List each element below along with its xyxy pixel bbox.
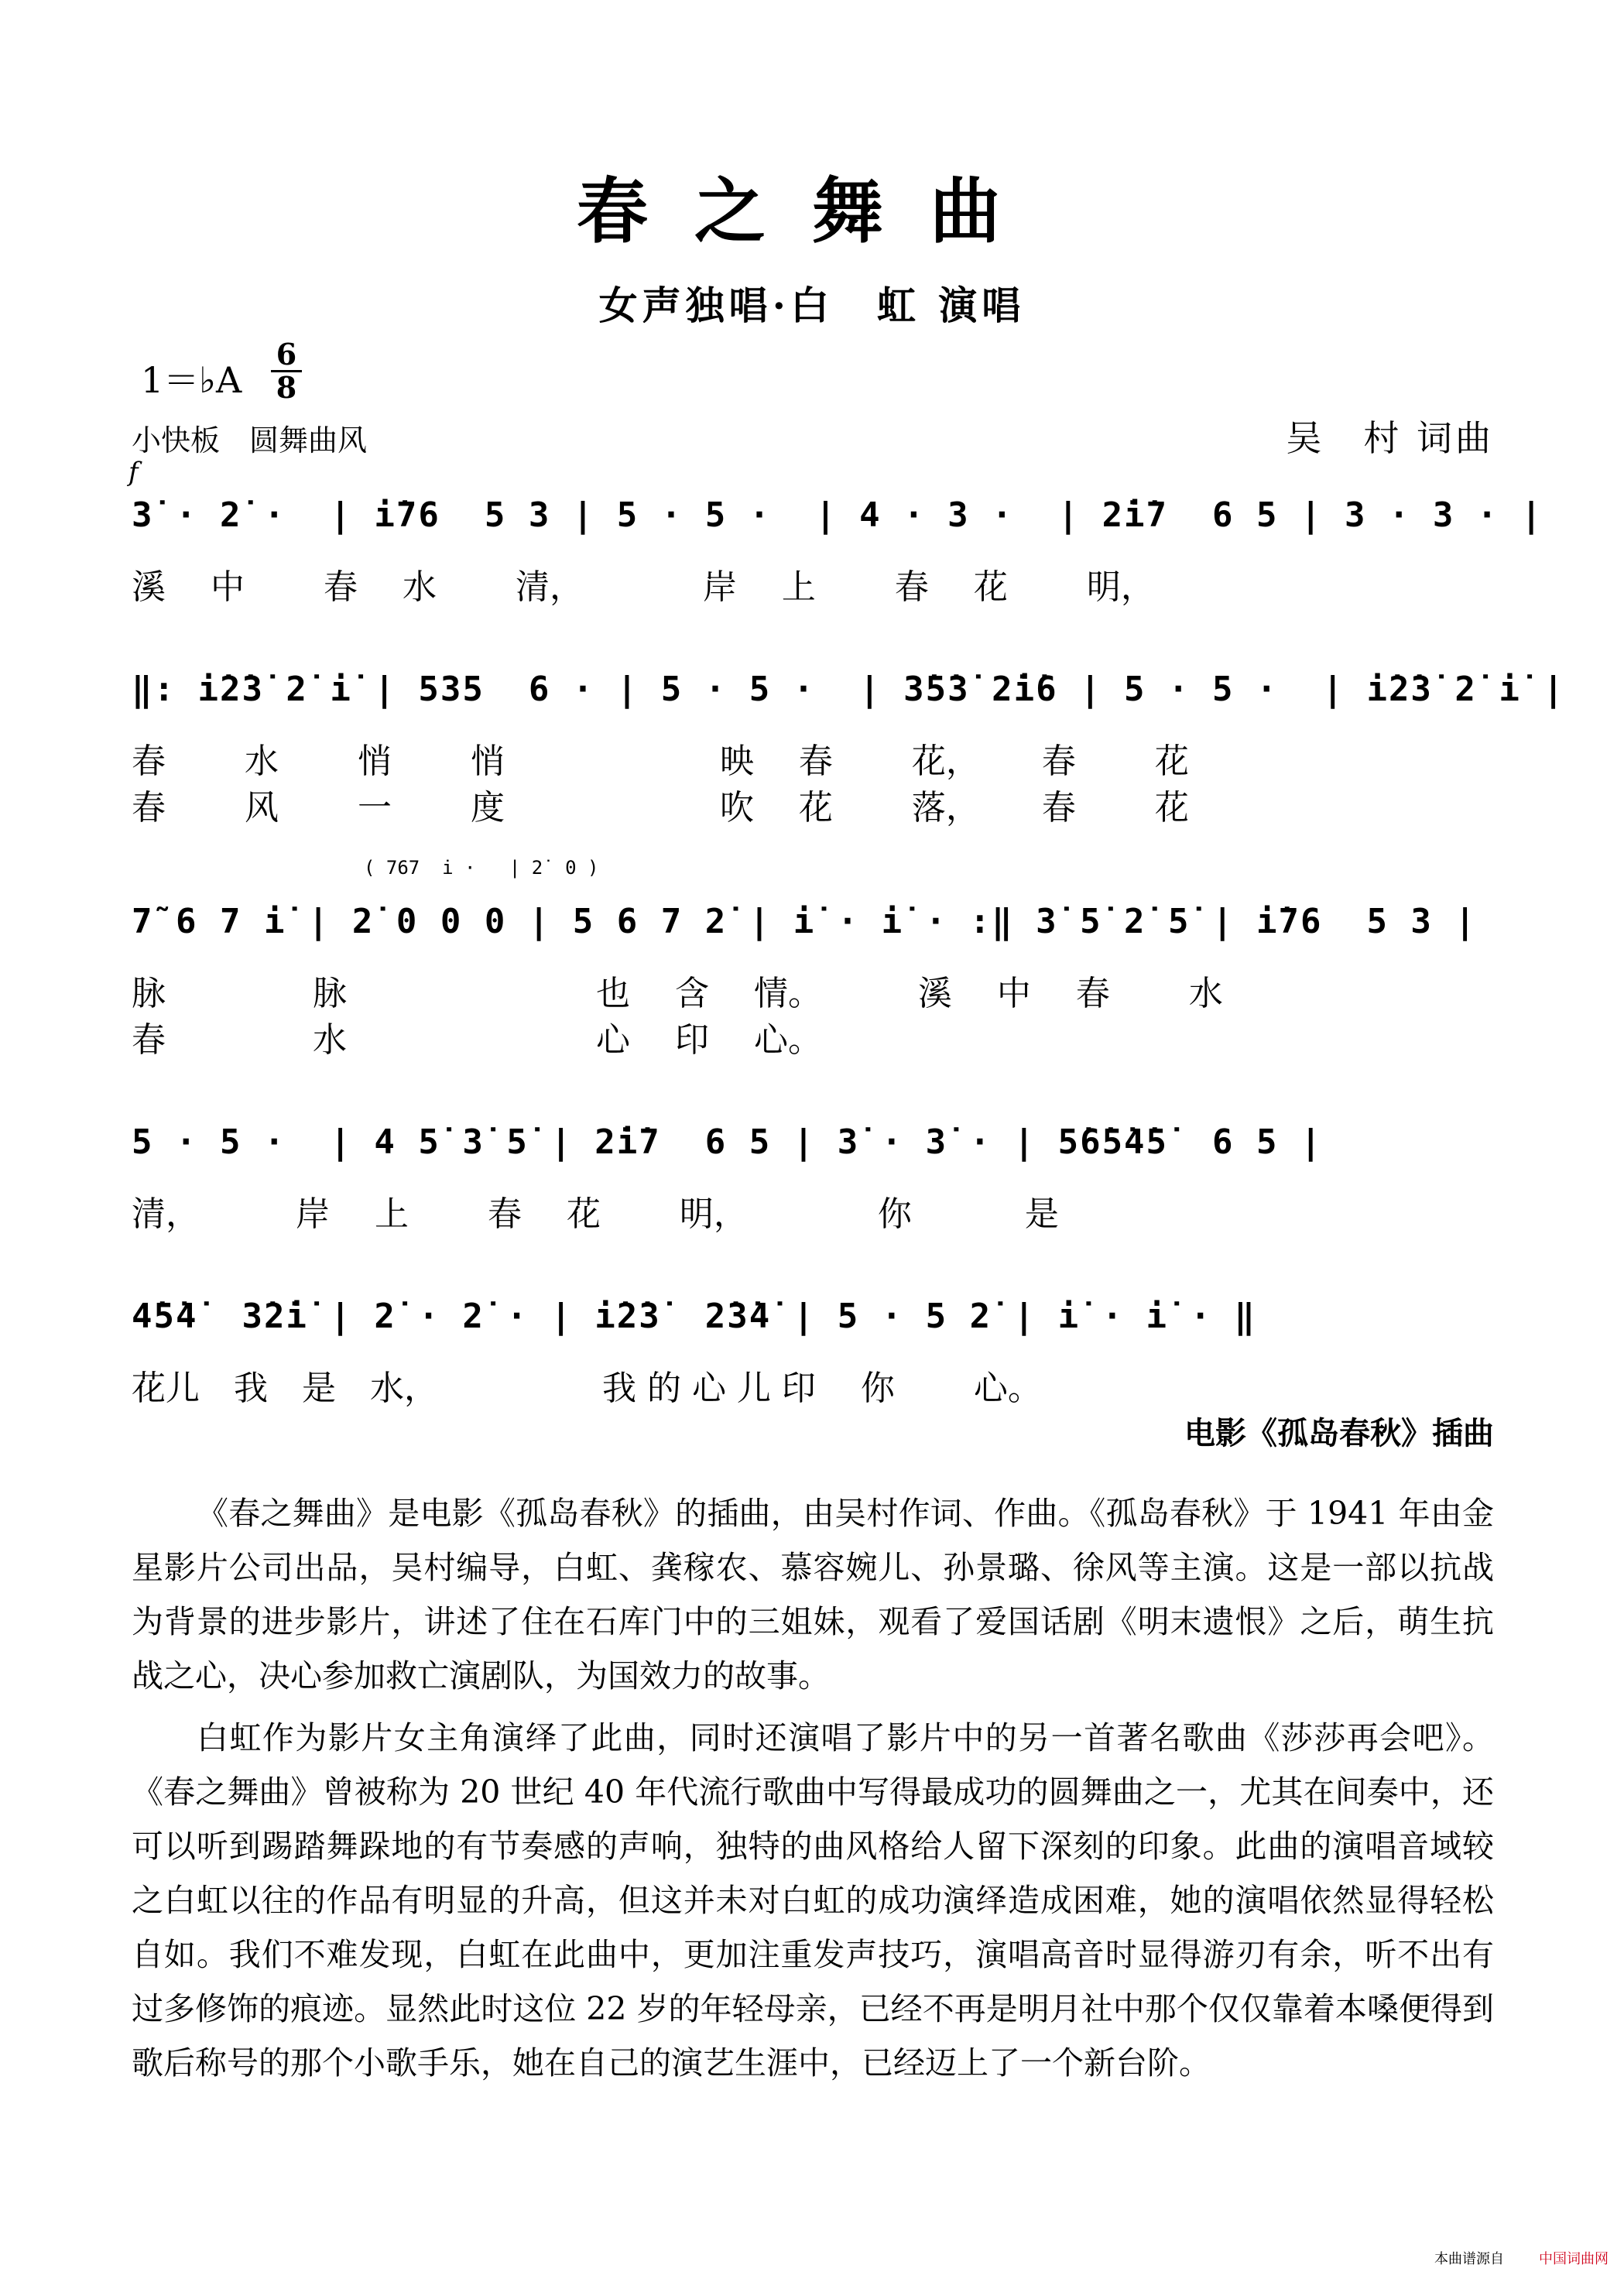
meter-bottom: 8 (276, 370, 297, 405)
lyric-line-5: 花儿 我 是 水， 我 的 心 儿 印 你 心。 (132, 1369, 1042, 1408)
right-watermark-strip (1610, 31, 1621, 2245)
meter-top: 6 (271, 339, 302, 372)
dynamic-marking: f (128, 457, 139, 488)
notes-line-1: 3̇ · 2̇ · | i̇76 5 3 | 5 · 5 · | 4 · 3 · | 2̇i̇7 6 5 | 3 · 3 · | (132, 495, 1543, 535)
footer-site-logo[interactable]: 中国词曲网 (1539, 2251, 1609, 2267)
composer-credit: 吴 村 词曲 (1286, 417, 1494, 459)
key-signature: 1＝♭A (141, 359, 242, 401)
notes-line-5: 4̇5̇4̇ 3̇2̇i̇ | 2̇ · 2̇ · | i̇2̇3̇ 2̇3̇4̇ | 5 · 5 2̇ | i̇ · i̇ · ‖ (132, 1297, 1257, 1336)
description-paragraph-1: 《春之舞曲》是电影《孤岛春秋》的插曲，由吴村作词、作曲。《孤岛春秋》于 1941 年由金星影片公司出品，吴村编导，白虹、龚稼农、慕容婉儿、孙景璐、徐风等主演。这是一部以抗战为背景的进步影片，讲述了住在石库门中的三姐妹，观看了爱国话剧《明末遗恨》之后，萌生抗战之心，决心参加救亡演剧队，为国效力的故事。 (132, 1495, 1494, 1694)
notes-line-2: ‖: i̇2̇3̇ 2̇ i̇ | 535 6 · | 5 · 5 · | 3̇5̇3̇ 2̇i̇6 | 5 · 5 · | i̇2̇3̇ 2̇ i̇ | (132, 670, 1565, 709)
source-note: 电影《孤岛春秋》插曲 (1184, 1416, 1494, 1451)
score-line-4 (132, 1122, 1494, 1254)
time-signature (271, 339, 302, 403)
song-title: 春之舞曲 (576, 170, 1047, 253)
notes-line-4: 5 · 5 · | 4 5̇ 3̇ 5̇ | 2̇i̇7 6 5 | 3̇ · 3̇ · | 5̇6̇5̇4̇5̇ 6 5 | (132, 1122, 1323, 1162)
tempo-marking: 小快板 圆舞曲风 (132, 423, 368, 457)
score-line-1 (132, 495, 1543, 627)
description-paragraph-2: 白虹作为影片女主角演绎了此曲，同时还演唱了影片中的另一首著名歌曲《莎莎再会吧》。《春之舞曲》曾被称为 20 世纪 40 年代流行歌曲中写得最成功的圆舞曲之一，尤其在间奏中，还可以听到踢踏舞跺地的有节奏感的声响，独特的曲风格给人留下深刻的印象。此曲的演唱音域较之白虹以往的作品有明显的升高，但这并未对白虹的成功演绎造成困难，她的演唱依然显得轻松自如。我们不难发现，白虹在此曲中，更加注重发声技巧，演唱高音时显得游刃有余，听不出有过多修饰的痕迹。显然此时这位 22 岁的年轻母亲，已经不再是明月社中那个仅仅靠着本嗓便得到歌后称号的那个小歌手乐，她在自己的演艺生涯中，已经迈上了一个新台阶。 (132, 1719, 1494, 2082)
lyric-line-3a: 脉 脉 也 含 情。 溪 中 春 水 (132, 974, 1223, 1013)
song-subtitle: 女声独唱·白 虹 演唱 (598, 283, 1026, 328)
lyric-line-4: 清， 岸 上 春 花 明， 你 是 (132, 1194, 1059, 1234)
score-line-2 (132, 670, 1565, 827)
left-watermark-strip (3, 31, 14, 2245)
lyric-line-2a: 春 水 悄 悄 映 春 花， 春 花 (132, 742, 1189, 781)
lyric-line-3b: 春 水 心 印 心。 (132, 1020, 822, 1060)
notes-line-3: 7̃ 6 7 i̇ | 2̇ 0 0 0 | 5 6 7 2̇ | i̇ · i̇ · :‖ 3̇ 5̇ 2̇ 5̇ | i̇76 5 3 | (132, 902, 1477, 941)
score-line-3 (132, 857, 1494, 1060)
lyric-line-1: 溪 中 春 水 清， 岸 上 春 花 明， (132, 567, 1155, 607)
interlude-annotation: ( 767 i̇ · | 2̇ 0 ) (364, 857, 599, 879)
lyric-line-2b: 春 风 一 度 吹 花 落， 春 花 (132, 788, 1189, 827)
footer-source-label: 本曲谱源自 (1434, 2251, 1504, 2267)
